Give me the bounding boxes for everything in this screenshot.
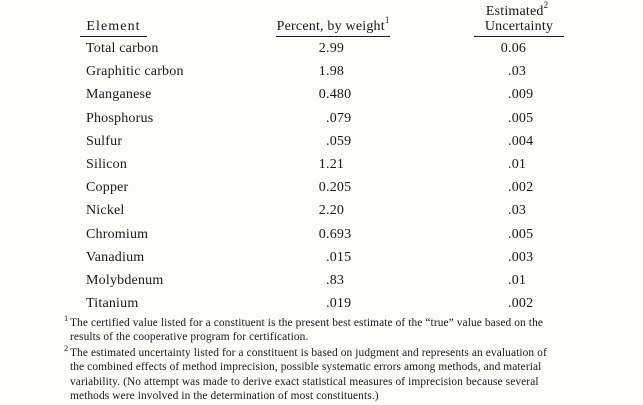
uncertainty-value: .03 [508, 64, 527, 80]
percent-value: .019 [326, 296, 352, 312]
footnote-1-reference-mark: 1 [384, 15, 390, 26]
percent-value: 1 .21 [318, 156, 345, 172]
element-name: Copper [86, 180, 129, 196]
table-row [0, 246, 643, 269]
footnote-1-line-1: The certified value listed for a constituent is the present best estimate of the “true” value based on the [70, 317, 544, 329]
percent-value: 1 .98 [318, 64, 345, 80]
element-name: Titanium [86, 296, 139, 312]
element-column-header: Element [80, 19, 147, 37]
percent-value: .015 [326, 249, 352, 265]
uncertainty-value: .004 [508, 133, 534, 149]
table-row [0, 199, 643, 222]
percent-column-header: Percent, by weight$^1$ [276, 19, 390, 37]
footnote-2-number: 2 [64, 342, 69, 353]
footnotes [64, 313, 552, 403]
table-row [0, 83, 643, 106]
percent-value: 2 .99 [318, 41, 345, 56]
footnote-2-line-2: the combined effects of method imprecision, possible systematic errors among methods, and material [70, 361, 542, 374]
element-name: Nickel [86, 203, 125, 219]
table-row [0, 153, 643, 176]
table-row [0, 107, 643, 130]
uncertainty-value: .01 [508, 272, 527, 288]
percent-value: .059 [326, 133, 352, 149]
estimated-label: Estimated [485, 4, 544, 19]
uncertainty-header-line1 [462, 0, 572, 19]
element-table [0, 37, 643, 315]
table-row [0, 269, 643, 292]
element-name: Sulfur [86, 133, 123, 149]
footnote-1-number: 1 [64, 313, 69, 323]
uncertainty-value: .002 [508, 180, 534, 196]
uncertainty-value: .005 [508, 110, 534, 126]
percent-value: 0 .480 [318, 87, 352, 103]
table-row [0, 37, 643, 60]
element-name: Silicon [86, 156, 128, 172]
element-name: Chromium [86, 226, 149, 242]
footnote-1 [64, 313, 552, 345]
footnote-2 [64, 342, 552, 404]
uncertainty-value: .003 [508, 249, 534, 265]
percent-value: 0 .693 [318, 226, 352, 242]
uncertainty-column-header: Uncertainty [474, 19, 564, 37]
element-name: Molybdenum [86, 272, 164, 288]
element-name: Manganese [86, 87, 152, 103]
uncertainty-value: .005 [508, 226, 534, 242]
footnote-2-line-4: methods were involved in the determination of most constituents.) [70, 390, 379, 403]
uncertainty-value: .002 [508, 296, 534, 312]
uncertainty-value: .03 [508, 203, 527, 219]
table-row [0, 223, 643, 246]
uncertainty-value: .01 [508, 156, 527, 172]
percent-value: 2 .20 [318, 203, 345, 219]
uncertainty-value: 0 .06 [500, 41, 527, 56]
footnote-2-line-1: The estimated uncertainty listed for a constituent is based on judgment and represents an evaluation of [70, 346, 547, 359]
table-row [0, 292, 643, 315]
footnote-1-line-2: results of the cooperative program for certification. [70, 331, 309, 344]
element-name: Total carbon [86, 41, 159, 56]
table-row [0, 60, 643, 83]
element-name: Phosphorus [86, 110, 154, 126]
element-name: Graphitic carbon [86, 64, 184, 80]
element-name: Vanadium [86, 249, 145, 265]
percent-value: 0 .205 [318, 180, 352, 196]
footnote-2-reference-mark: 2 [543, 0, 549, 11]
uncertainty-value: .009 [508, 87, 534, 103]
footnote-2-line-3: variability. (No attempt was made to derive exact statistical measures of imprecision because several [70, 375, 539, 388]
table-row [0, 176, 643, 199]
table-row [0, 130, 643, 153]
percent-value: .83 [326, 272, 345, 288]
percent-value: .079 [326, 110, 352, 126]
